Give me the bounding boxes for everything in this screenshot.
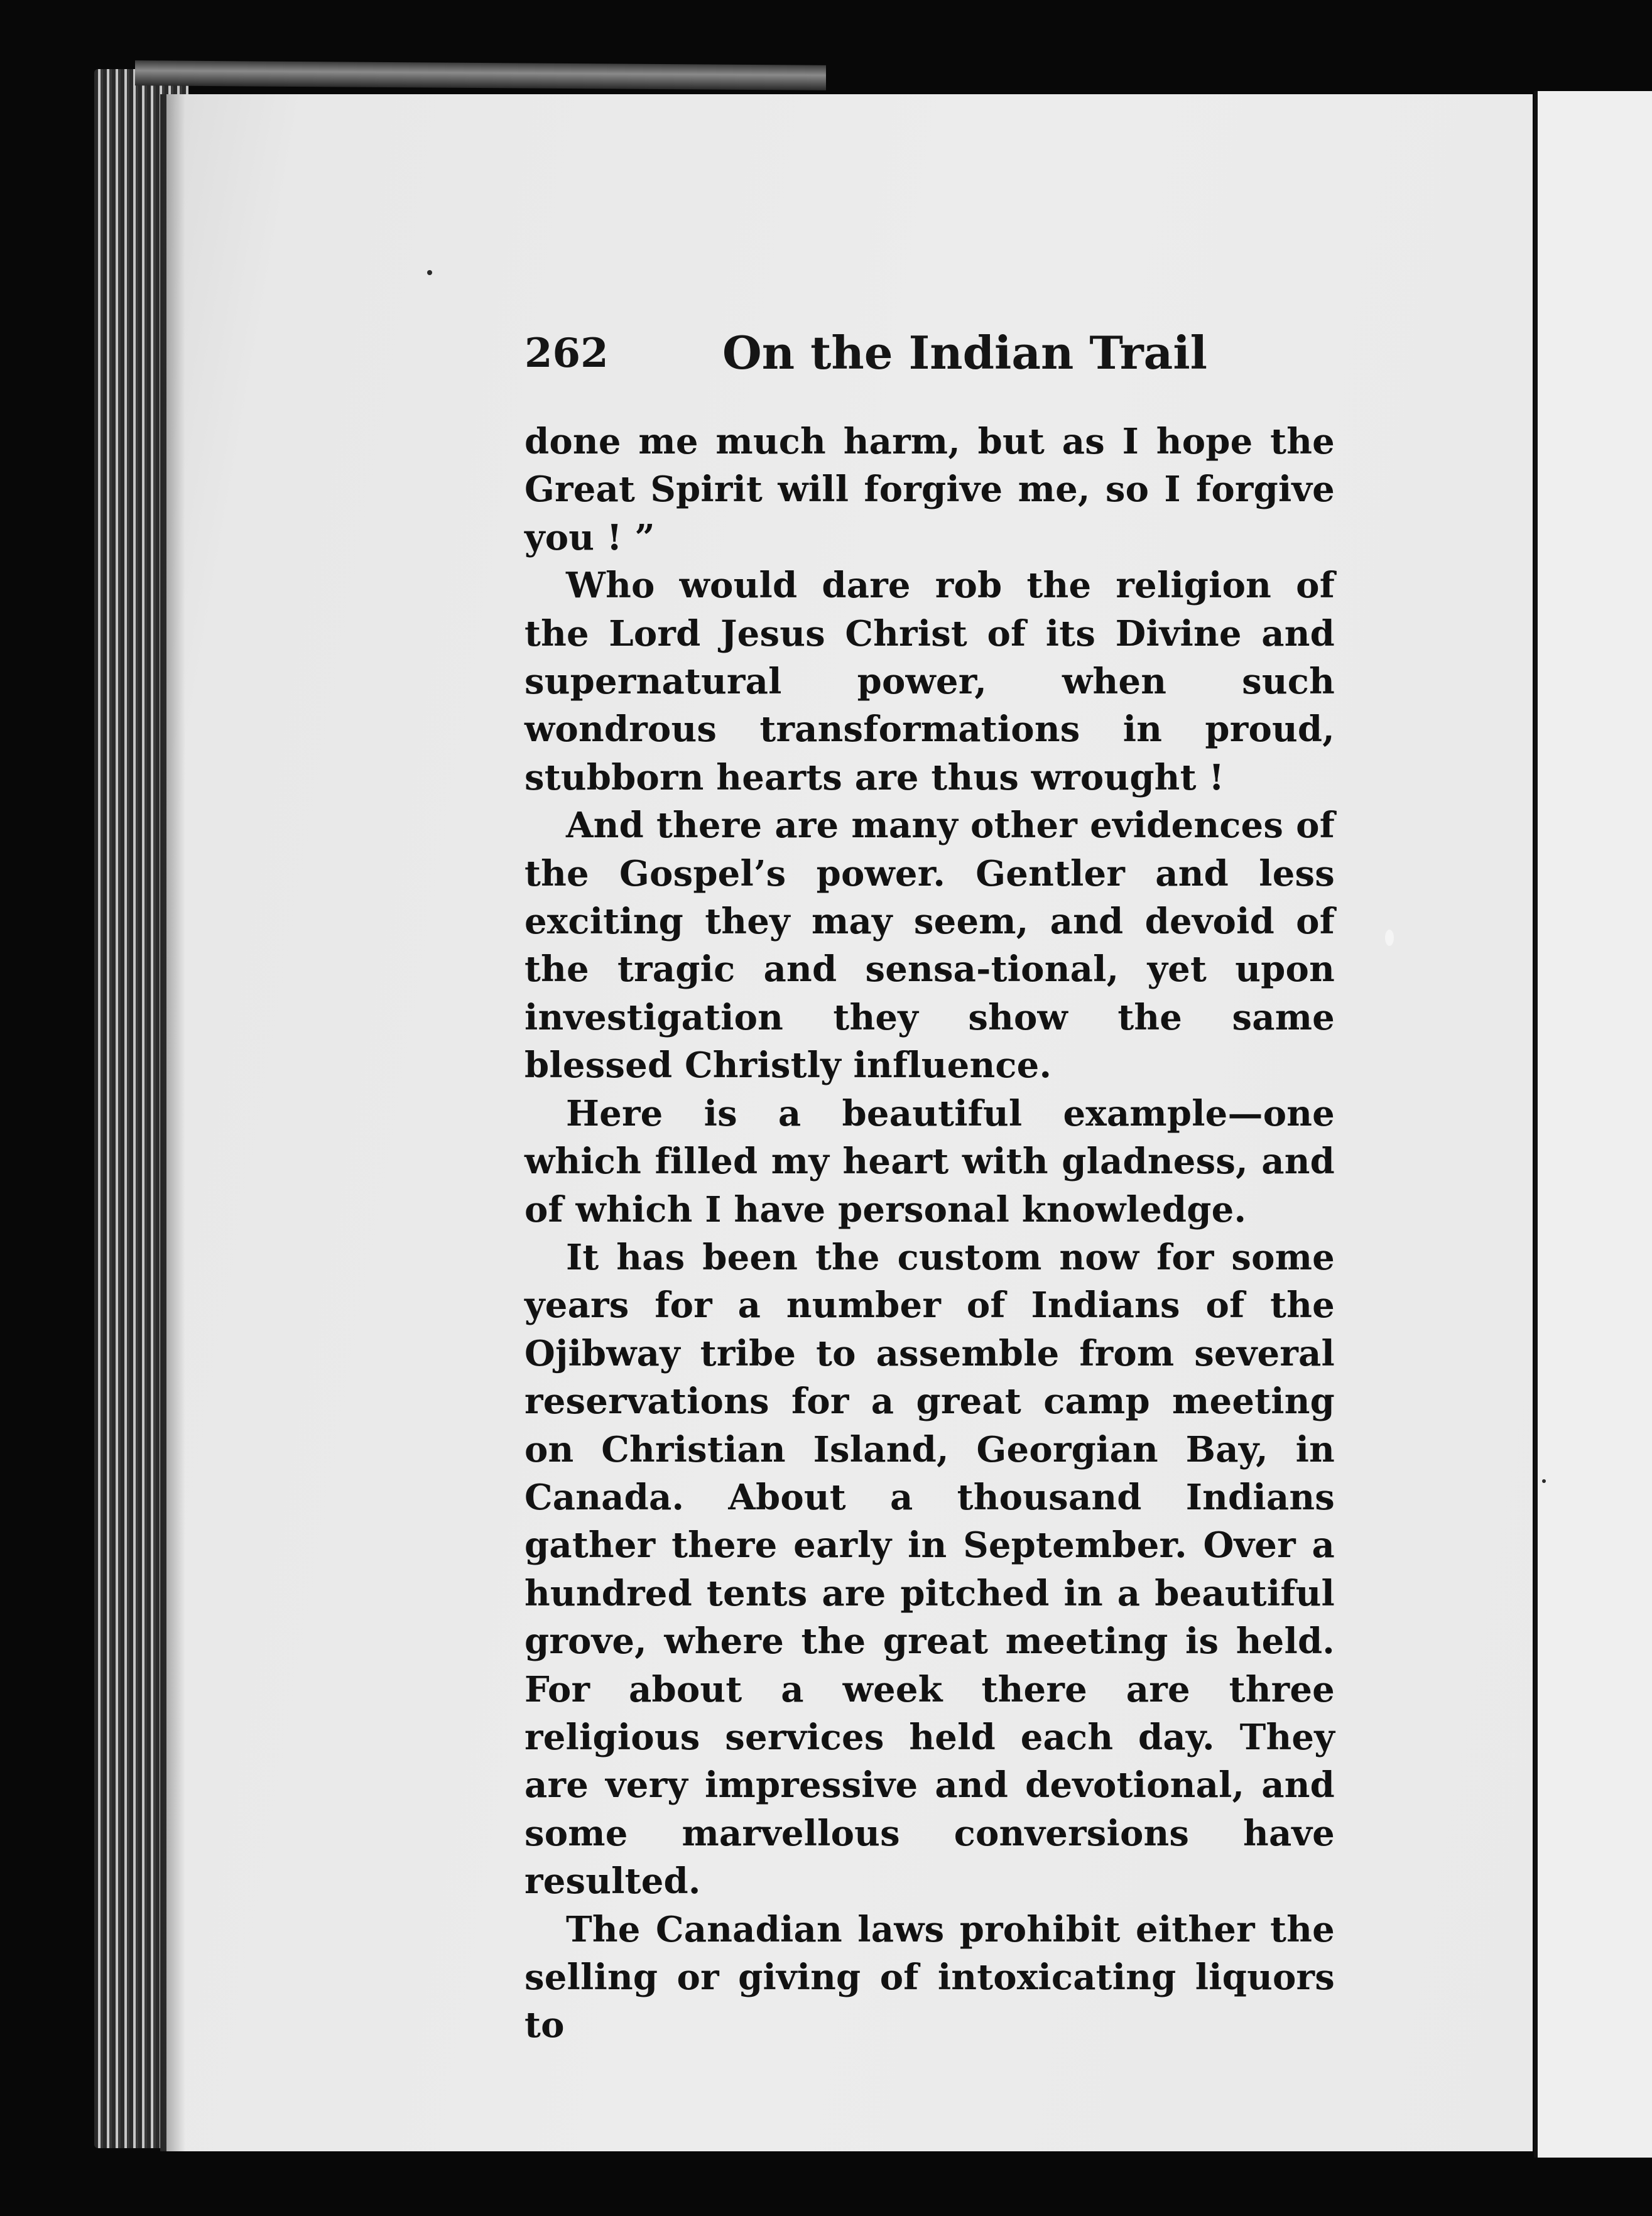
paragraph: done me much harm, but as I hope the Great Spirit will forgive me, so I forgive you ! ”	[524, 421, 1335, 558]
paragraph: It has been the custom now for some years for a number of Indians of the Ojibway tribe to assemble from several reservations for a great camp meeting on Christian Island, Georgian Bay, in Canada. About a thousand Indians gather there early in September. Over a hundred tents are pitched in a beautiful grove, where the great meeting is held. For about a week there are three religious services held each day. They are very impressive and devotional, and some marvellous conversions have resulted.	[524, 1236, 1335, 1903]
page-number: 262	[524, 330, 609, 377]
paragraph: The Canadian laws prohibit either the selling or giving of intoxicating liquors to	[524, 1908, 1335, 2046]
body-text	[524, 418, 1335, 2050]
page-gutter-shadow	[160, 94, 185, 2151]
scan-speck	[1385, 930, 1394, 946]
paragraph: And there are many other evidences of the Gospel’s power. Gentler and less exciting they may seem, and devoid of the tragic and sensa-tional, yet upon investigation they show the same blessed Christly influence.	[524, 805, 1335, 1087]
paragraph: Here is a beautiful example—one which filled my heart with gladness, and of which I have personal knowledge.	[524, 1092, 1335, 1230]
page-header	[524, 326, 1341, 386]
scan-speck	[427, 270, 432, 275]
paragraph: Who would dare rob the religion of the Lord Jesus Christ of its Divine and supernatural power, when such wondrous transformations in proud, stubborn hearts are thus wrought !	[524, 565, 1335, 798]
facing-page	[1534, 91, 1652, 2158]
running-title: On the Indian Trail	[722, 326, 1208, 379]
page-top-edge	[135, 60, 826, 90]
scan-speck	[1542, 1479, 1546, 1483]
